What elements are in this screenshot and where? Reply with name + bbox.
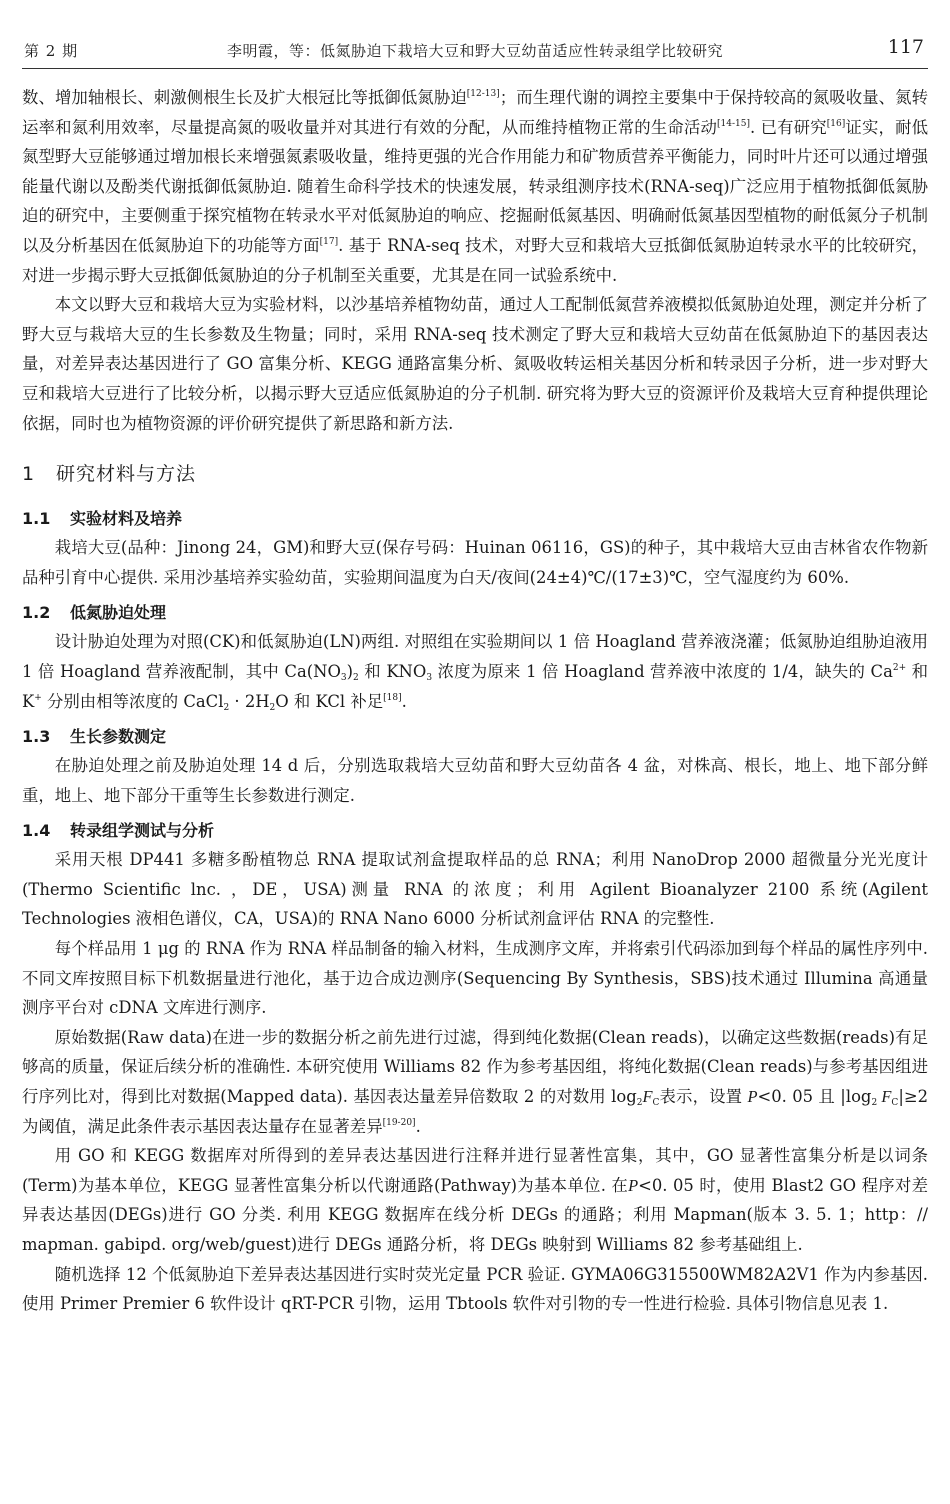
citation: [14-15] xyxy=(717,118,750,129)
issue-number: 第 2 期 xyxy=(24,42,79,60)
section-number: 1 xyxy=(22,463,36,486)
header-rule xyxy=(22,68,928,69)
materials-paragraph: 栽培大豆(品种：Jinong 24，GM)和野大豆(保存号码：Huinan 06116，GS)的种子，其中栽培大豆由吉林省农作物新品种引育中心提供. 采用沙基培养实验幼苗，实验期间温度为白天/夜间(24±4)℃/(17±3)℃，空气湿度约为 60%. xyxy=(22,538,928,587)
citation: [12-13] xyxy=(466,89,500,99)
subsection-heading: 1.3 生长参数测定 xyxy=(22,727,167,747)
citation: [16] xyxy=(826,118,846,129)
intro-paragraph-1: 数、增加轴根长、刺激侧根生长及扩大根冠比等抵御低氮胁迫[12-13]；而生理代谢的调控主要集中于保持较高的氮吸收量、氮转运率和氮利用效率，尽量提高氮的吸收量并对其进行有效的分配，从而维持植物正常的生命活动[14-15]. 已有研究[16]证实，耐低氮型野大豆能够通过增加根长来增强氮素吸收量，维持更强的光合作用能力和矿物质营养平衡能力，同时叶片还可以通过增强能量代谢以及酚类代谢抵御低氮胁迫. 随着生命科学技术的快速发展，转录组测序技术(RNA-seq)广泛应用于植物抵御低氮胁迫的研究中，主要侧重于探究植物在转录水平对低氮胁迫的响应、挖掘耐低氮基因、明确耐低氮基因型植物的耐低氮分子机制以及分析基因在低氮胁迫下的功能等方面[17]. 基于 RNA-seq 技术，对野大豆和栽培大豆抵御低氮胁迫转录水平的比较研究，对进一步揭示野大豆抵御低氮胁迫的分子机制至关重要，尤其是在同一试验系统中. xyxy=(22,88,929,285)
subsection-heading: 1.1 实验材料及培养 xyxy=(22,509,183,529)
library-paragraph: 每个样品用 1 μg 的 RNA 作为 RNA 样品制备的输入材料，生成测序文库，并将索引代码添加到每个样品的属性序列中. 不同文库按照目标下机数据量进行池化，基于边合成边测序(Sequencing By Synthesis，SBS)技术通过 Illumina 高通量测序平台对 cDNA 文库进行测序. xyxy=(22,939,928,1018)
page-number: 117 xyxy=(887,36,924,58)
running-header xyxy=(22,34,928,62)
citation: [18] xyxy=(383,692,402,703)
data-filter-paragraph: 原始数据(Raw data)在进一步的数据分析之前先进行过滤，得到纯化数据(Clean reads)，以确定这些数据(reads)有足够高的质量，保证后续分析的准确性. 本研究使用 Williams 82 作为参考基因组，将纯化数据(Clean reads)与参考基因组进行序列比对，得到比对数据(Mapped data). 基因表达量差异倍数取 2 的对数用 $\log_2F_C$表示，设置 P<0. 05 且 $|\log_2$ $F_C|\ge 2$ 为阈值，满足此条件表示基因表达量存在显著差异[19-20]. xyxy=(22,1027,928,1136)
citation: [19-20] xyxy=(382,1117,416,1128)
qpcr-paragraph: 随机选择 12 个低氮胁迫下差异表达基因进行实时荧光定量 PCR 验证. GYMA06G315500WM82A2V1 作为内参基因. 使用 Primer Premier 6 软件设计 qRT-PCR 引物，运用 Tbtools 软件对引物的专一性进行检验. 具体引物信息见表 1. xyxy=(22,1264,928,1314)
article-body xyxy=(22,83,928,1319)
growth-paragraph: 在胁迫处理之前及胁迫处理 14 d 后，分别选取栽培大豆幼苗和野大豆幼苗各 4 盆，对株高、根长，地上、地下部分鲜重，地上、地下部分干重等生长参数进行测定. xyxy=(22,756,928,805)
enrichment-paragraph: 用 GO 和 KEGG 数据库对所得到的差异表达基因进行注释并进行显著性富集，其中，GO 显著性富集分析是以词条(Term)为基本单位，KEGG 显著性富集分析以代谢通路(Pathway)为基本单位. 在P<0. 05 时，使用 Blast2 GO 程序对差异表达基因(DEGs)进行 GO 分类. 利用 KEGG 数据库在线分析 DEGs 的通路；利用 Mapman(版本 3. 5. 1；http：// mapman. gabipd. org/web/guest)进行 DEGs 通路分析，将 DEGs 映射到 Williams 82 参考基础组上. xyxy=(22,1146,929,1254)
citation: [17] xyxy=(319,236,339,247)
intro-paragraph-2: 本文以野大豆和栽培大豆为实验材料，以沙基培养植物幼苗，通过人工配制低氮营养液模拟低氮胁迫处理，测定并分析了野大豆与栽培大豆的生长参数及生物量；同时，采用 RNA-seq 技术测定了野大豆和栽培大豆幼苗在低氮胁迫下的基因表达量，对差异表达基因进行了 GO 富集分析、KEGG 通路富集分析、氮吸收转运相关基因分析和转录因子分析，进一步对野大豆和栽培大豆进行了比较分析，以揭示野大豆适应低氮胁迫的分子机制. 研究将为野大豆的资源评价及栽培大豆育种提供理论依据，同时也为植物资源的评价研究提供了新思路和新方法. xyxy=(22,295,928,433)
section-heading xyxy=(22,458,928,490)
running-title: 李明霞，等：低氮胁迫下栽培大豆和野大豆幼苗适应性转录组学比较研究 xyxy=(226,42,723,60)
subsection-heading: 1.2 低氮胁迫处理 xyxy=(22,603,167,623)
subsection-heading: 1.4 转录组学测试与分析 xyxy=(22,821,215,841)
section-title: 研究材料与方法 xyxy=(56,463,197,486)
rna-extraction-paragraph: 采用天根 DP441 多糖多酚植物总 RNA 提取试剂盒提取样品的总 RNA；利用 NanoDrop 2000 超微量分光光度计(Thermo Scientific lnc. ，DE，USA)测量 RNA 的浓度；利用 Agilent Bioanalyzer 2100 系统(Agilent Technologies 液相色谱仪，CA，USA)的 RNA Nano 6000 分析试剂盒评估 RNA 的完整性. xyxy=(22,850,928,929)
treatment-paragraph: 设计胁迫处理为对照(CK)和低氮胁迫(LN)两组. 对照组在实验期间以 1 倍 Hoagland 营养液浇灌；低氮胁迫组胁迫液用 1 倍 Hoagland 营养液配制，其中 $Ca(NO_3)_2$ 和 $KNO_3$ 浓度为原来 1 倍 Hoagland 营养液中浓度的 1/4，缺失的 $Ca^{2+}$ 和 K+ 分别由相等浓度的 CaCl$_2$ · $2H_2O$ 和 KCl 补足[18]. xyxy=(22,632,928,713)
